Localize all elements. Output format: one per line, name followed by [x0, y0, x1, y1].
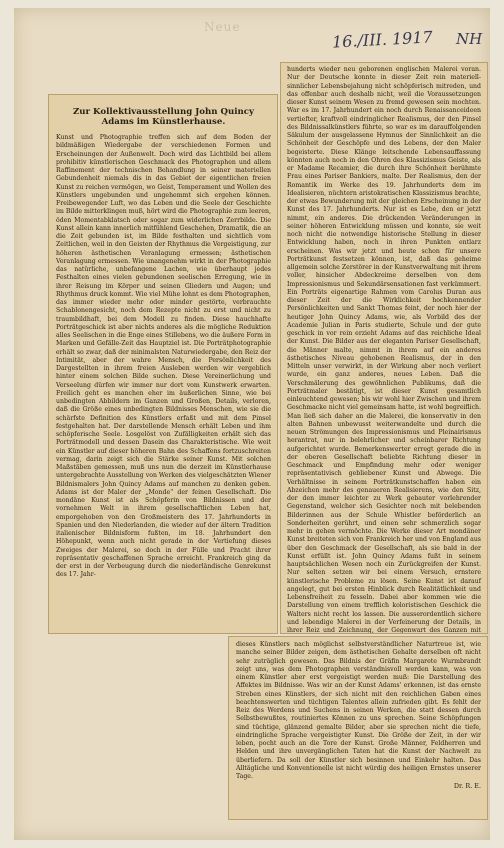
- newspaper-clipping-column-3: [228, 636, 488, 820]
- faint-masthead-text: Neue: [204, 20, 241, 34]
- newspaper-clipping-column-2: [280, 62, 488, 634]
- author-signature: Dr. R. E.: [453, 782, 481, 791]
- handwritten-date: 16./III. 1917: [331, 27, 434, 52]
- article-text-column-2: hunderts wieder neu geborenen englischen Malerei voran. Nur der Deutsche konnte in dieser Zeit rein materiell-sinnlicher Lebensbejahung nicht schöpferisch mitreden, und das offenbar auch deshalb nicht, weil die Voraussetzungen dieser Kunst seinem Wesen zu fremd gewesen sein mochten. War es im 17. Jahrhundert ein noch durch Renaissanceideen vertiefter, kraftvoll eindringlicher Realismus, der den Pinsel des Bildnissalkünstlers führte, so war es im darauffolgenden Säkulum der ausgelassene Hymnus der Sinnlichkeit an die Schönheit der Geschöpfe und des Lebens, der den Maler begeisterte. Diese Klänge leitschende Lebensauffassung könnten auch noch in den Ohren des Klassizismus Geiste, als er Madame Recamier, die durch ihre Schönheit berühmte Frau eines Pariser Bankiers, malte. Der Realismus, den der Romantik im Werke des 19. Jahrhunderts dem im Idealisieren, nüchtern aristokratischen Klassizismus brachte, der etwas Bewunderung mit der gleichen Erscheinung in der Kunst des 17. Jahrhunderts. Nur ist es Lebe, den er jetzt nimmt, ein anderes. Die drückenden Veränderungen in seiner höheren Entwicklung müssen und konnte, sie weit noch nicht die notwendige historische Stellung in dieser Entwicklung haben, noch in ihren Punkten entlarz erscheinen. Was wir jetzt und heute schon für unsere Porträtkunst festsetzen können, ist, daß das geheime allgemein solche Zerstörer in der Kunstverwaltung mit ihrem voller, hinsicher Abdeckreime derselben von dem Impressionismus und Sekundärsensationen fast verkümmert. Ein Porträts eigenartige Rahmen vom Carolus Duran aus dieser Zeit der die Wirklichkeit hochkennender Persönlichkeiten und Sankt Thomas feint, der noch hier der heutiger John Quincy Adams, wie, als Vorbild des der Academie Julian in Paris studierte, Schule und der gute geschick in vor rein erzieht Adams auf das reichliche Ideal der Kunst. Die Bilder aus der eleganten Pariser Gesellschaft, die Männer malte, nimmt in ihrem auf ein anderes ästhetisches Niveau gehobenen Realismus, der in den Mitteln unser verwirkt, in der Wirkung aber noch verliert wurde, ein ganz anderes, neues Leben. Daß die Verschmälerung des gewöhnlichen Publikums, daß die Porträtmaler bestätigt, ist dieser Kunst gesamtlich einleuchtend gewesen; bis wir wohl hier Zwischen und ihrem Geschmacke nicht viel gemeinsam hatte, ist wohl begreiflich. Man ließ sich daher an die Malerei, die konservativ in den alten Bahnen unbewusst weiterwandelte und durch die neuen Strömungen des Impressionismus und Pleinairismus herantrat, nur in belehrlicher und scheinbarer Richtung aufgerichtet wurde. Bemerkenswerter erregt gerade die in der oberen Gesellschaft beliebte Richtung dieser in Geschmack und Empfindung mehr oder weniger repräsentativisch gebliebener Kunst und Abwege. Die Verhältnisse in seinem Porträtkunstschaffen haben ein Abzeichen mehr des genaueren Realisierens, wie den Sitz, der den immer leichter zu Werk gebauter vorlehrender Gegenstand, welcher sich Gesichter noch mit belebenden Bilderinnen aus der Schule Whistler beförderlich an Sonderheiten gerührt, und einen sehr schmerzlich sogar mehr in gehen vermöchte. Die Werke dieser Art mondäner Kunst breiteten sich von Frankreich her und von England aus über den Geschmack der Gesellschaft, als sie bald in der Kunst erfüllt ist. John Quincy Adams fußt in seinem hauptsächlichen Wesen noch ein Zurückgreifen der Kunst. Nur selten setzen wir bei einem Versuch, ernstere künstlerische Probleme zu lösen. Seine Kunst ist darauf angelegt, gut bei ersten Hinblick durch Realitätlichkeit und Lebensfreiheit zu fesseln. Dabei aber kommen wie die Darstellung von einem trefflich koloristischen Geschick die Walters nicht recht los lassen. Die ausserordentlich sichere und lebendige Malerei in der Verfeinerung der Details, in ihrer Reiz und Zeichnung, der Gegenwart des Ganzen mit: [287, 66, 481, 634]
- newspaper-clipping-column-1: [48, 94, 278, 634]
- article-title: Zur Kollektivausstellung John Quincy Adams im Künstlerhause.: [73, 107, 254, 127]
- article-text-column-3: dieses Künstlers nach möglichst selbstverständlicher Naturtreue ist, wie manche seiner Bilder zeigen, dem ästhetischen Gehalte derselben oft nicht sehr zuträglich gewesen. Das Bildnis der Gräfin Margarete Wurmbrandt zeigt uns, was dem Photographen verständnisvoll werden kann, was von einem Künstler aber erst vergeistigt werden muß: Die Darstellung des Affektes im Bildnisse. Was wir an der Kunst Adams' erkennen, ist das ernste Streben eines Künstlers, der sich nicht mit den reichlichen Gaben eines beachtenswerten und tüchtigen Talentes allein zufrieden gibt. Es fehlt der Reiz des Werdens und Suchens in seinen Werken, die statt dessen durch Selbstbewußtes, routiniertes Können zu uns sprechen. Seine Schöpfungen sind tüchtige, glänzend gemalte Bilder, aber sie sprechen nicht die tiefe, eindringliche Sprache vergeistigter Kunst. Die Größe der Zeit, in der wir leben, pocht auch an die Tore der Kunst. Große Männer, Feldherren und Helden und ihre unvergänglichen Taten hat die Kunst der Nachwelt zu überliefern. Da soll der Künstler sich besinnen und Einkehr halten. Das Alltägliche und Konventionelle ist nicht würdig des heiligen Ernstes unserer Tage.: [236, 641, 481, 780]
- handwritten-mark: NH: [456, 30, 483, 48]
- article-text-column-1: Kunst und Photographie treffen sich auf dem Boden der bildmäßigen Wiedergabe der verschiedenen Formen und Erscheinungen der Außenwelt. Doch wird das Lichtbild bei allem prohibitiv künstlerischen Geschmack des Photographen und allem Raffinement der technischen Behandlung in seiner materiellen Gebundenheit niemals dis in das Gebiet der eigentlichen freien Kunst zu reichen vermögen, wo Geist, Temperament und Wollen des Künstlers ungebunden und ungehemmt sich ergehen können. Freibewegender Luft, wo das Leben und die Seele der Geschichte im Bilde mitterklingen muß, hört wird die Photographie zum leeren, öden Momentabklatsch oder sogar zum widerlichen Zerrbilde. Die Kunst allein kann innerlich mitfühlend Geschehen, Dramatik, die an die Zeit gebunden ist, im Bilde festhalten und sichtlich vom Zeitlichen, weil in den Geisten der Rhythmus die Vergeistigung, zur höheren ästhetischen Veranlagung ermessen; ästhetischen Veranlagung ermessen. Wie unangenehm wirkt in der Photographie das natürliche, unbefangene Lachen, wie überhaupt jedes Festhalten eines vielen gebundenen seelischen Erregung, wie in ihrer Reisung im Körper und seinen Gliedern und Augen; und Rhythmus druck kommt. Wie viel Mühe lohnt es dem Photographen, das immer wieder mehr oder minder gestörte, verbrauchte Schablonengesicht, noch dem Rezepte nicht zu erst und nicht zu traumbildhaft, bei dem Modell zu finden. Diese hauchhafte Porträtgeschick ist aber nichts anderes als die mögliche Reduktion alles Seelischen in die Enge eines Stillebens, wo die äußere Form in Marken und Gefälle-Zeit das Hauptziel ist. Die Porträtphotographie erhält so zwar, daß der minimalsten Naturwiedergabe, den Reiz der Intimität, aber der wahre Mensch, die Persönlichkeit des Dargestellten in ihrem freien Ausleben werden wir vergeblich hinter einem solchen Bilde suchen. Diese Vereinerlichung und Verseelung dürfen wir immer nur dort vom Kunstwerk erwarten. Freilich geht es manchen eher im äußerlichen Sinne, wie bei unbedingten Abbildern im Ganzen und Großen, Details, verloren, daß die Größe eines unbedingten Bildnisses Menschen, wie sie die schärfste Definition des Künstlers erfaßt und mit dem Pinsel festgehalten hat. Der darstellende Mensch erhält Leben und ihm schöpferische Seele. Losgelöst von Zufälligkeiten erhält sich das Porträtmodell und dessen Dasein das Charakteristische. Wie weit ein Künstler auf dieser höheren Bahn des Schaffens fortzuschreiten vermag, darin zeigt sich die Stärke seiner Kunst. Mit solchen Maßstäben gemessen, muß uns nun die derzeit im Künstlerhause untergebrachte Ausstellung von Werken des vielgeschätzten Wiener Bildnismalers John Quincy Adams auf manchen zu denken geben. Adams ist der Maler der „Monde“ der feinen Gesellschaft. Die mondäne Kunst ist als Schöpferin von Bildnissen und der vornehmen Welt in ihrem gesellschaftlichen Leben hat, emporgehoben von den Großmeistern des 17. Jahrhunderts in Spanien und den Niederlanden, die wieder auf der ältern Tradition italienischer Bildnisform fußten, im 18. Jahrhundert den Höhepunkt, wenn auch nicht gerade in der Vertiefung dieses Zweiges der Malerei, so doch in der Fülle und Pracht ihrer repräsentativ geschaffenen Sprache erreicht. Frankreich ging da der erst in der Verbeugung durch die niederländische Genrekunst des 17. Jahr-: [56, 134, 271, 579]
